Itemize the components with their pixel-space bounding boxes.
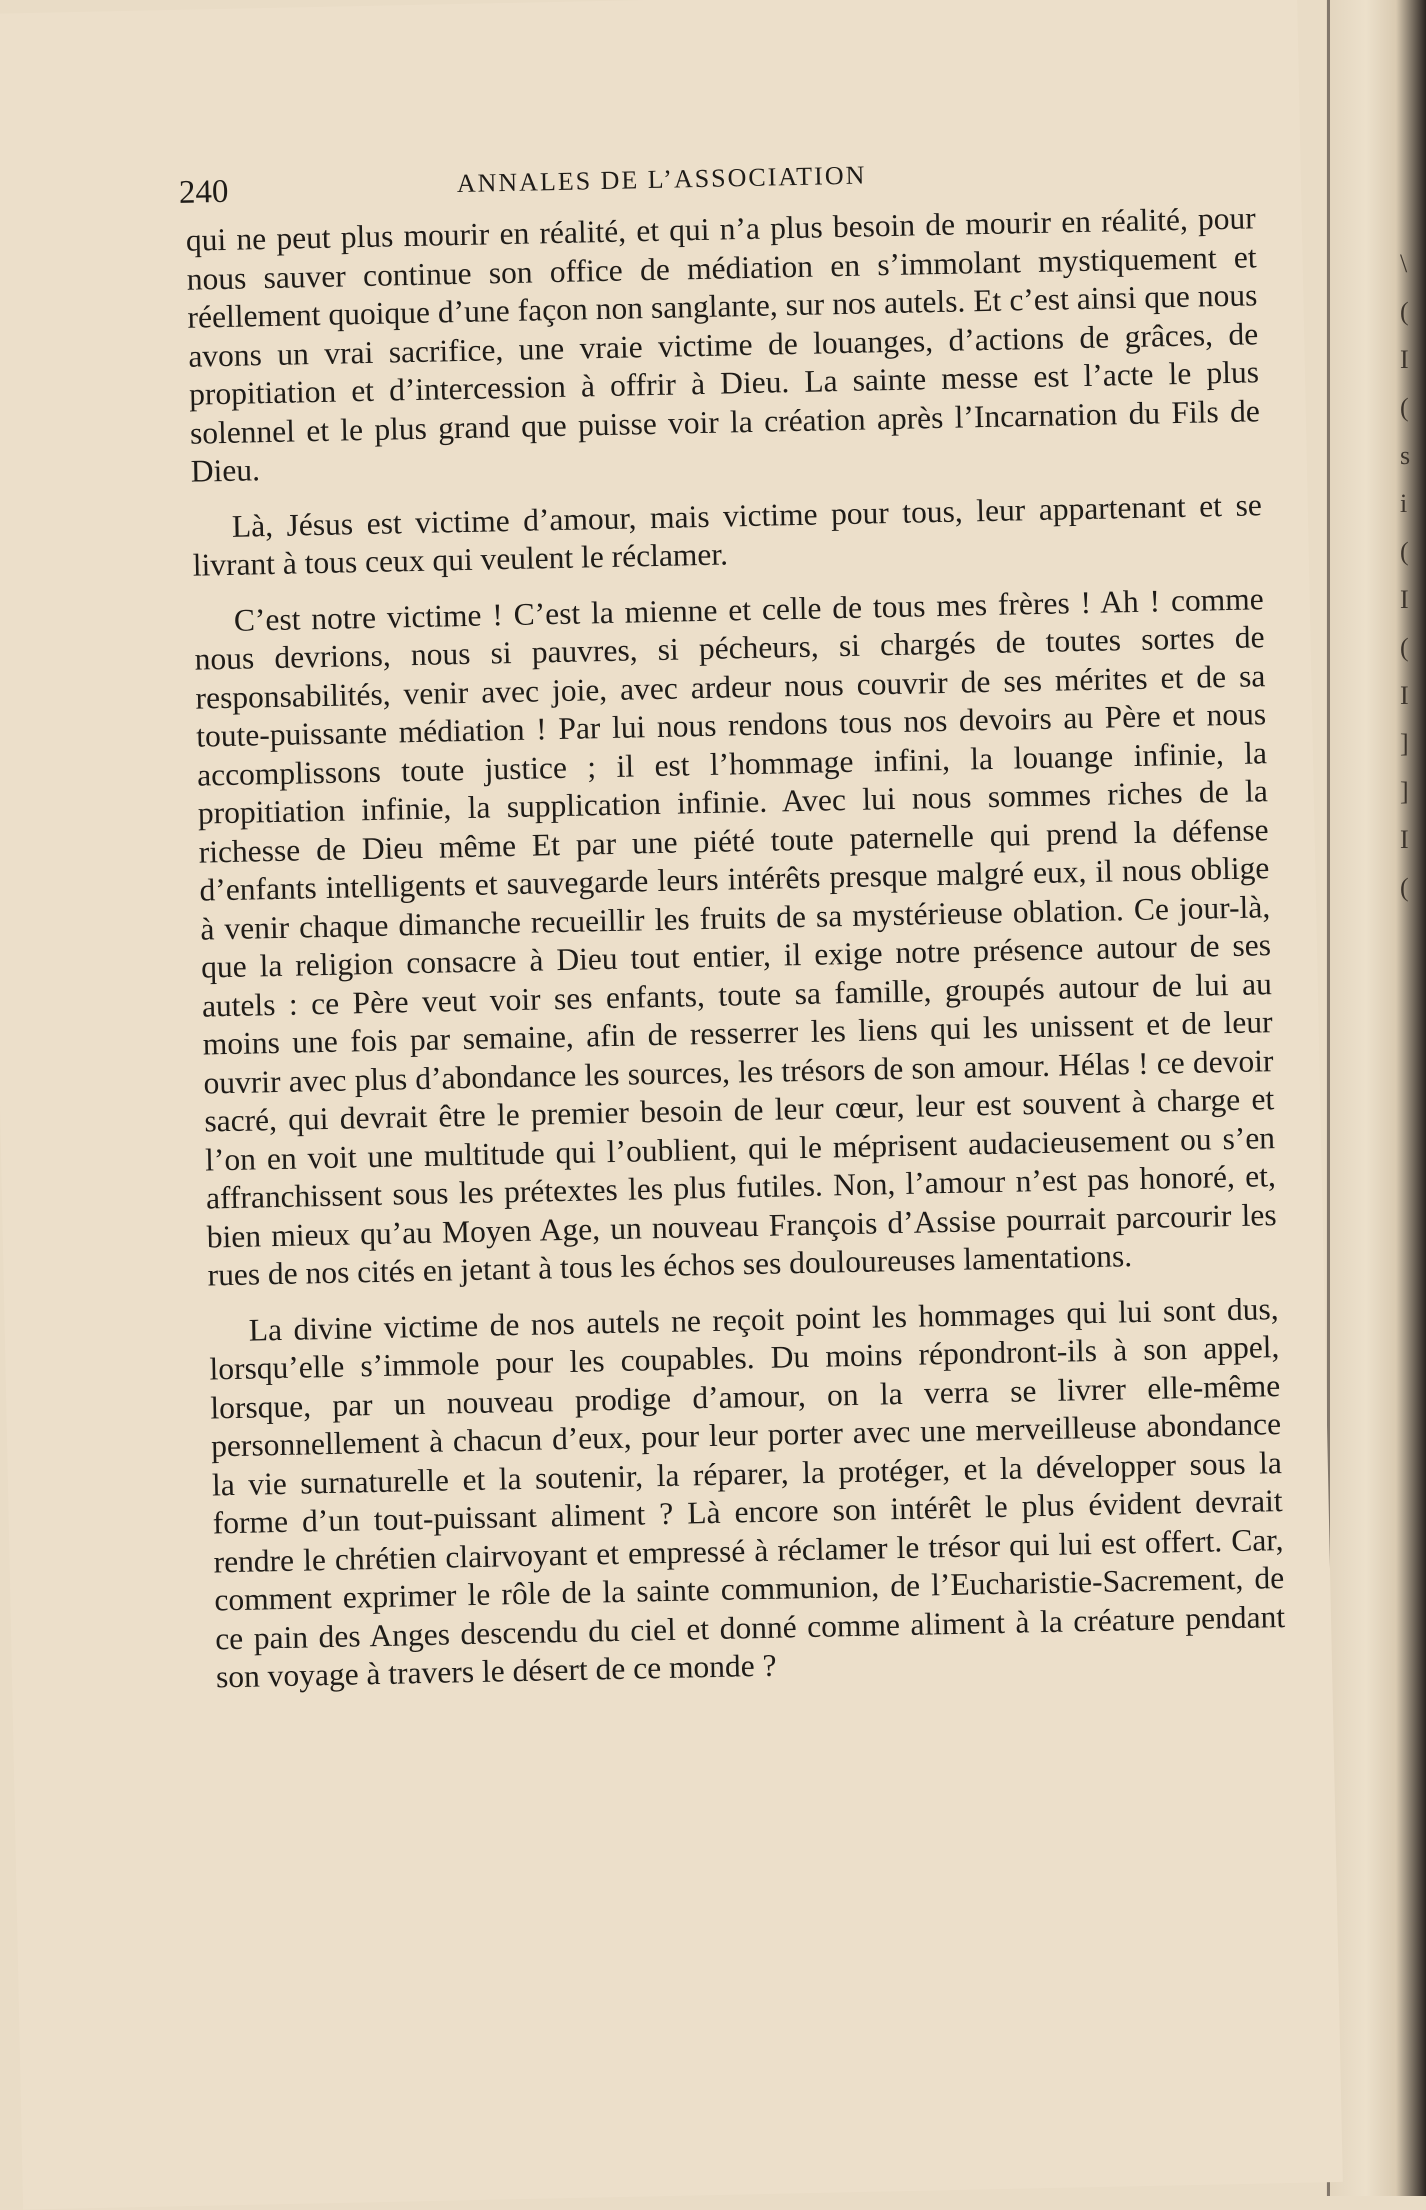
adjacent-page-glyphs: \ ( I ( s i ( I ( I ] ] I ( <box>1400 249 1411 902</box>
page-number: 240 <box>178 173 229 211</box>
paragraph-1: qui ne peut plus mourir en réalité, et qui n’a plus besoin de mourir en réalité, pour nous sauver continue son office de médiation en s’immolant mystiquement et réellement quoique d’une façon non sanglante, sur nos autels. Et c’est ainsi que nous avons un vrai sacrifice, une vraie victime de louanges, d’actions de grâces, de propitiation et d’intercession à offrir à Dieu. La sainte messe est l’acte le plus solennel et le plus grand que puisse voir la création après l’Incarnation du Fils de Dieu. <box>185 200 1261 489</box>
paragraph-4: La divine victime de nos autels ne reçoit point les hommages qui lui sont dus, lorsqu’elle s’immole pour les coupables. Du moins répondront-ils à son appel, lorsque, par un nouveau prodige d’amour, on la verra se livrer elle-même personnellement à chacun d’eux, pour leur porter avec une merveilleuse abondance la vie surnaturelle et la soutenir, la réparer, la protéger, et la développer sous la forme d’un tout-puissant aliment ? Là encore son intérêt le plus évident devrait rendre le chrétien clairvoyant et empressé à réclamer le trésor qui lui est offert. Car, comment exprimer le rôle de la sainte communion, de l’Eucharistie-Sacrement, de ce pain des Anges descendu du ciel et donné comme aliment à la créature pendant son voyage à travers le désert de ce monde ? <box>209 1290 1286 1695</box>
paragraph-3: C’est notre victime ! C’est la mienne et celle de tous mes frères ! Ah ! comme nous devrions, nous si pauvres, si pécheurs, si chargés de toutes sortes de responsabilités, venir avec joie, avec ardeur nous couvrir de ses mérites et de sa toute-puissante médiation ! Par lui nous rendons tous nos devoirs au Père et nous accomplissons toute justice ; il est l’hommage infini, la louange infinie, la propitiation infinie, la supplication infinie. Avec lui nous sommes riches de la richesse de Dieu même Et par une piété toute paternelle qui prend la défense d’enfants intelligents et sauvegarde leurs intérêts presque malgré eux, il nous oblige à venir chaque dimanche recueillir les fruits de sa mystérieuse oblation. Ce jour-là, que la religion consacre à Dieu tout entier, il exige notre présence autour de ses autels : ce Père veut voir ses enfants, toute sa famille, groupés autour de lui au moins une fois par semaine, afin de resserrer les liens qui les unissent et de leur ouvrir avec plus d’abondance les sources, les trésors de son amour. Hélas ! ce devoir sacré, qui devrait être le premier besoin de leur cœur, leur est souvent à charge et l’on en voit une multitude qui l’oublient, qui le méprisent audacieusement ou s’en affranchissent sous les prétextes les plus futiles. Non, l’amour n’est pas honoré, et, bien mieux qu’au Moyen Age, un nouveau François d’Assise pourrait parcourir les rues de nos cités en jetant à tous les échos ses douloureuses lamentations. <box>194 580 1277 1293</box>
body-text <box>186 199 1287 1714</box>
paragraph-2: Là, Jésus est victime d’amour, mais victime pour tous, leur appartenant et se livrant à tous ceux qui veulent le réclamer. <box>192 486 1263 583</box>
running-title: ANNALES DE L’ASSOCIATION <box>456 160 867 199</box>
